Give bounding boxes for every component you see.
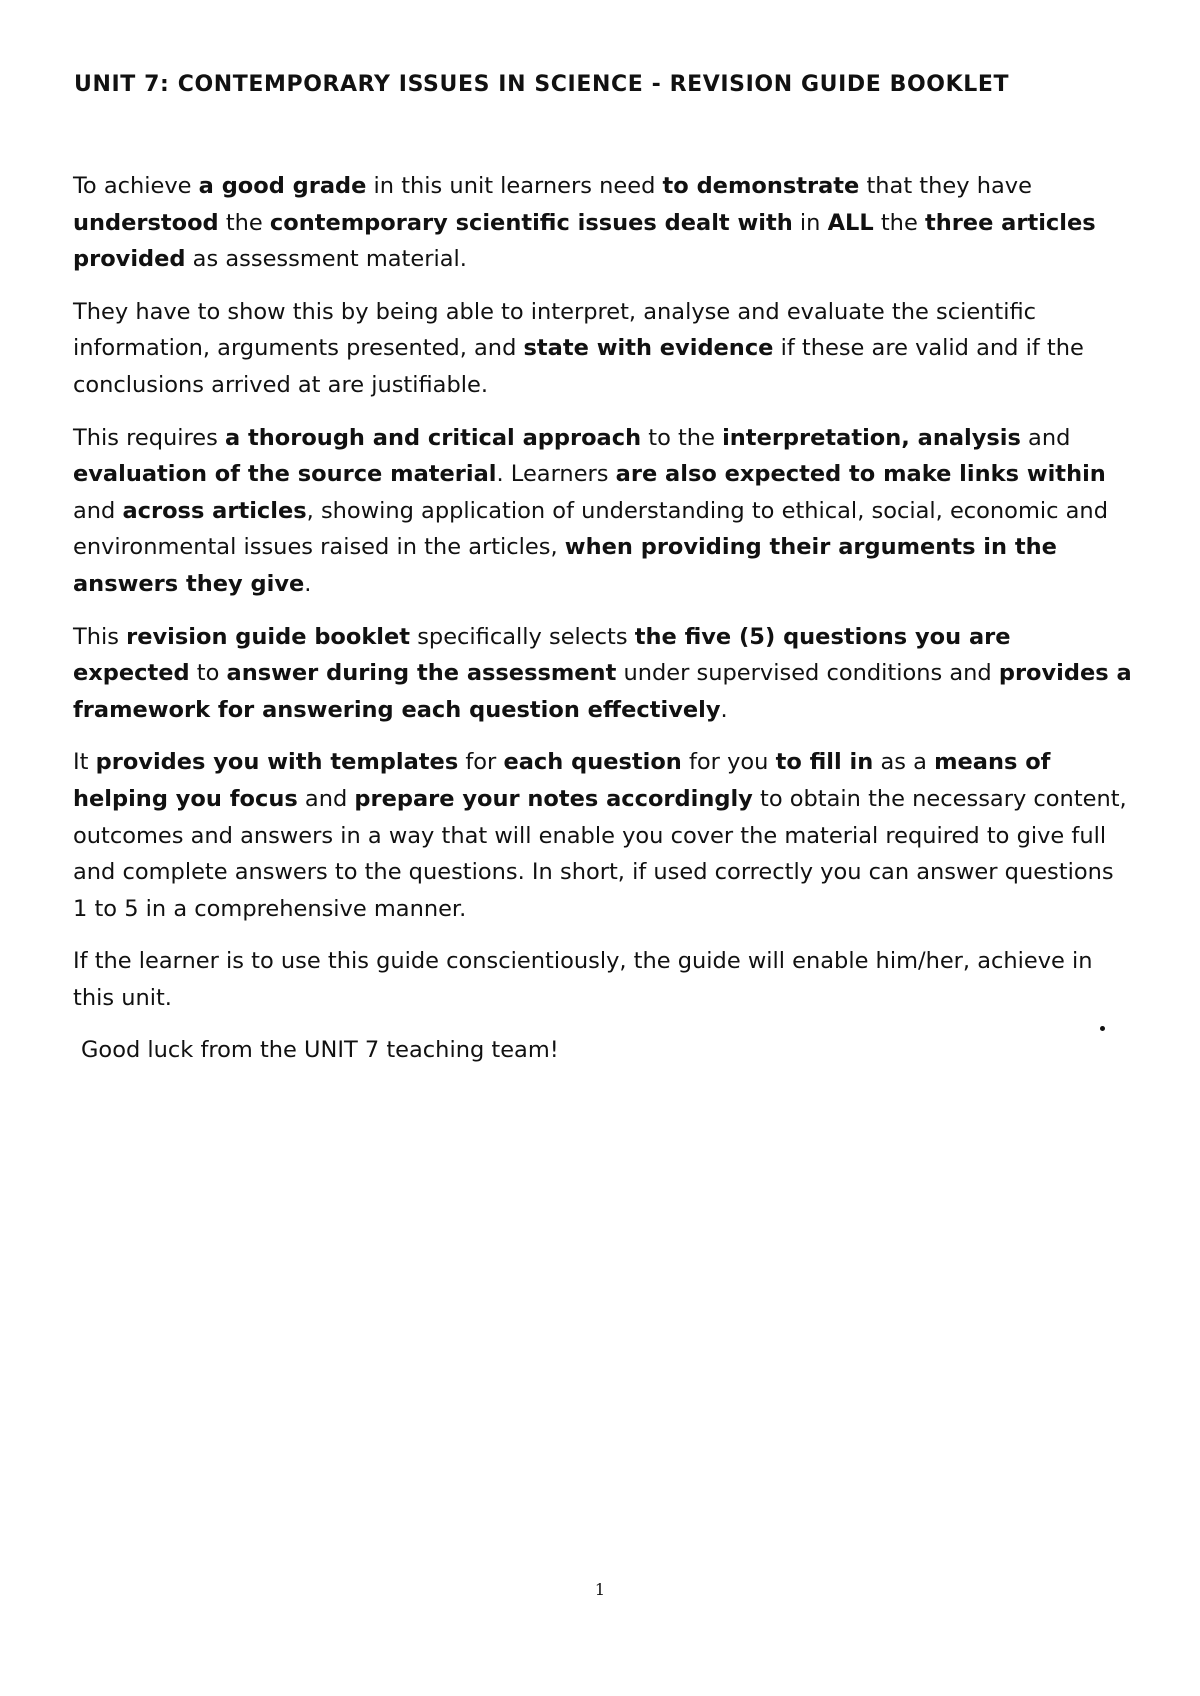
paragraph-requirements xyxy=(73,420,1133,603)
text-run: to obtain the necessary content, outcomes and answers in a way that will enable you cover the material required to give full and complete answers to the questions. In short, if used correctly you can answer questions 1 to 5 in a comprehensive manner. xyxy=(73,785,1127,922)
bold-run: evaluation of the source material xyxy=(73,461,497,488)
bold-run: prepare your notes accordingly xyxy=(354,785,753,812)
text-run: This xyxy=(73,623,127,650)
text-run: Good luck from the UNIT 7 teaching team! xyxy=(81,1037,559,1064)
paragraph-signoff xyxy=(73,1032,1133,1069)
text-run: for you xyxy=(681,749,776,776)
bold-run: contemporary scientific issues dealt with xyxy=(269,209,793,236)
text-run: and xyxy=(73,497,123,524)
text-run: in this unit learners need xyxy=(366,173,663,199)
bold-run: answer during the assessment xyxy=(226,660,617,687)
text-run: in xyxy=(792,209,828,236)
text-run: under supervised conditions and xyxy=(616,660,999,687)
text-run: the xyxy=(873,209,925,236)
document-title: UNIT 7: CONTEMPORARY ISSUES IN SCIENCE - REVISION GUIDE BOOKLET xyxy=(74,72,1010,97)
text-run: to xyxy=(189,660,227,687)
bold-run: state with evidence xyxy=(523,335,774,362)
bold-run: are also expected to make links within xyxy=(615,461,1106,488)
text-run: If the learner is to use this guide conscientiously, the guide will enable him/her, achieve in this unit. xyxy=(73,948,1093,1011)
bold-run: across articles xyxy=(122,497,307,524)
text-run: . xyxy=(720,696,728,723)
text-run: To achieve xyxy=(73,173,199,199)
document-body xyxy=(73,168,1133,1085)
text-run: . xyxy=(304,570,312,597)
bold-run: a good grade xyxy=(198,173,367,199)
text-run: as assessment material. xyxy=(185,246,467,273)
bold-run: three articles provided xyxy=(73,209,1096,273)
text-run: to the xyxy=(641,424,723,451)
paragraph-conscientious xyxy=(73,943,1133,1016)
paragraph-templates xyxy=(73,744,1133,927)
text-run: , showing application of understanding to ethical, social, economic and environmental issues raised in the articles, xyxy=(73,497,1108,561)
bold-run: provides you with templates xyxy=(95,749,459,776)
text-run: that they have xyxy=(859,173,1032,199)
text-run: They have to show this by being able to interpret, analyse and evaluate the scientific information, arguments presented, and xyxy=(73,298,1037,362)
paragraph-booklet xyxy=(73,619,1133,729)
text-run: and xyxy=(297,785,355,812)
paragraph-show xyxy=(73,294,1133,404)
stray-dot-mark xyxy=(1100,1026,1105,1031)
bold-run: a thorough and critical approach xyxy=(225,424,642,451)
text-run: for xyxy=(458,749,504,776)
text-run: This requires xyxy=(73,424,225,451)
bold-run: to demonstrate xyxy=(662,173,860,199)
text-run: if these are valid and if the conclusions arrived at are justifiable. xyxy=(73,335,1084,398)
text-run: as a xyxy=(873,749,935,776)
bold-run: understood xyxy=(73,209,219,236)
bold-run: each question xyxy=(503,749,682,776)
paragraph-intro xyxy=(73,168,1133,278)
bold-run: revision guide booklet xyxy=(126,623,411,650)
bold-run: provides a framework for answering each question effectively xyxy=(73,660,1132,723)
text-run: specifically selects xyxy=(410,623,635,650)
bold-run: when providing their arguments in the answers they give xyxy=(73,534,1057,597)
bold-run: ALL xyxy=(827,209,874,236)
bold-run: to fill in xyxy=(775,749,874,776)
text-run: It xyxy=(73,749,96,776)
bold-run: the five (5) questions you are expected xyxy=(73,623,1011,687)
page-number: 1 xyxy=(594,1580,606,1599)
text-run: and xyxy=(1020,424,1071,451)
bold-run: means of helping you focus xyxy=(73,749,1051,812)
text-run: the xyxy=(218,209,270,236)
text-run: . Learners xyxy=(496,461,616,488)
bold-run: interpretation, analysis xyxy=(722,424,1021,451)
